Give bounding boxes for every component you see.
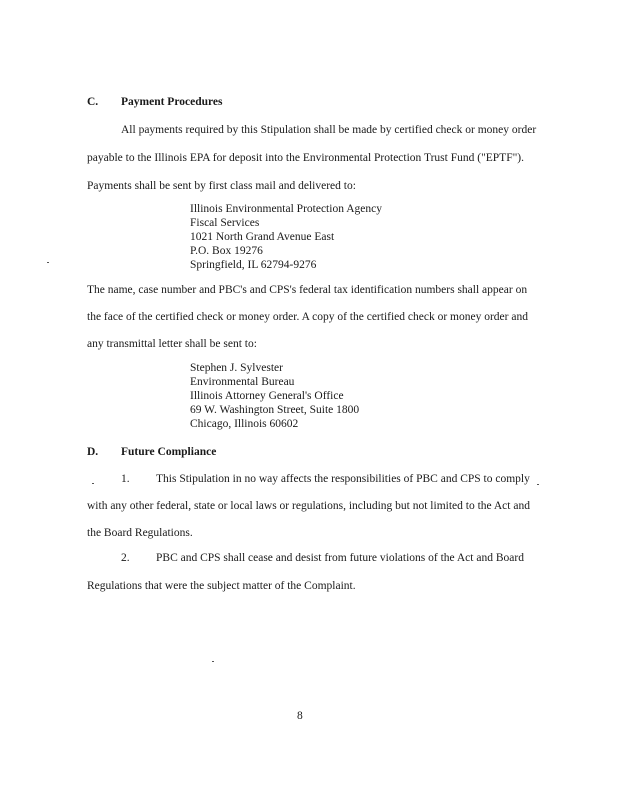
section-c-heading: Payment Procedures [121,96,223,108]
para2-line-2: the face of the certified check or money order. A copy of the certified check or money order and [87,311,528,323]
item1-number: 1. [121,473,130,485]
para2-line-1: The name, case number and PBC's and CPS's federal tax identification numbers shall appear on [87,284,528,296]
address1-line-4: P.O. Box 19276 [190,245,263,257]
address2-line-4: 69 W. Washington Street, Suite 1800 [190,404,360,416]
page-number: 8 [297,710,303,722]
address2-line-3: Illinois Attorney General's Office [190,390,344,402]
address1-line-1: Illinois Environmental Protection Agency [190,203,382,215]
address1-line-3: 1021 North Grand Avenue East [190,231,335,243]
scan-speck [212,661,214,662]
para1-line-3: Payments shall be sent by first class mail and delivered to: [87,180,356,192]
address2-line-2: Environmental Bureau [190,376,295,388]
item2-line-2: Regulations that were the subject matter of the Complaint. [87,580,356,592]
section-d-heading: Future Compliance [121,446,217,458]
address1-line-5: Springfield, IL 62794-9276 [190,259,317,271]
address2-line-1: Stephen J. Sylvester [190,362,283,374]
para2-line-3: any transmittal letter shall be sent to: [87,338,257,350]
section-d-letter: D. [87,446,99,458]
para1-line-2: payable to the Illinois EPA for deposit into the Environmental Protection Trust Fund ("EPTF"). [87,152,524,164]
scan-speck [47,262,49,263]
address2-line-5: Chicago, Illinois 60602 [190,418,299,430]
item1-line-2: with any other federal, state or local laws or regulations, including but not limited to the Act and [87,500,530,512]
item2-line-1: PBC and CPS shall cease and desist from future violations of the Act and Board [156,552,524,564]
section-c-letter: C. [87,96,99,108]
address1-line-2: Fiscal Services [190,217,260,229]
para1-line-1: All payments required by this Stipulation shall be made by certified check or money order [121,124,537,136]
scan-speck [537,484,539,485]
item2-number: 2. [121,552,130,564]
item1-line-3: the Board Regulations. [87,527,193,539]
item1-line-1: This Stipulation in no way affects the responsibilities of PBC and CPS to comply [156,473,530,485]
scan-speck [92,483,94,484]
